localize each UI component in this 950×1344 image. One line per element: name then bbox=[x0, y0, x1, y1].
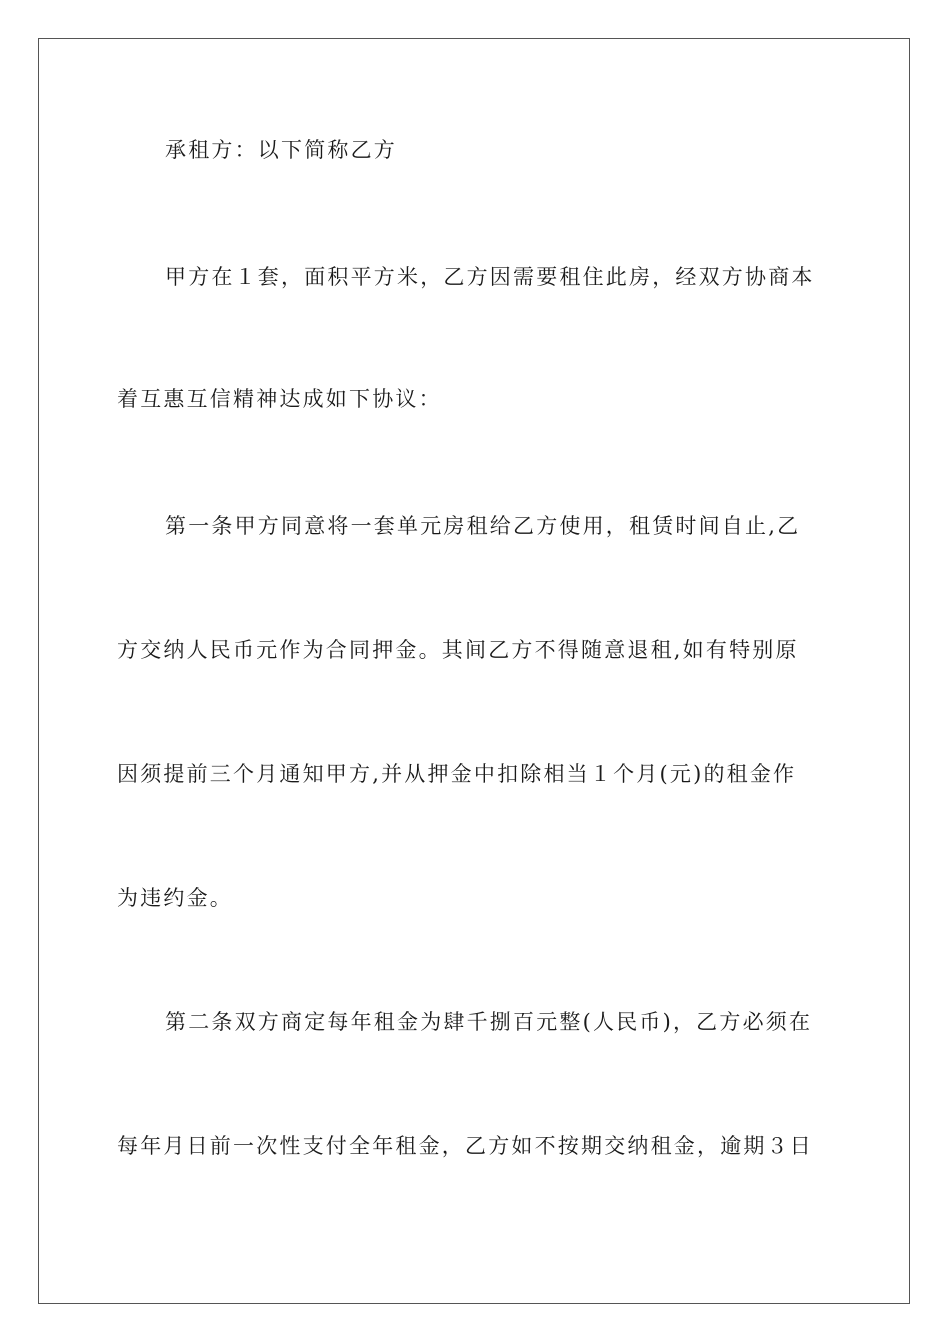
article-2-line-1: 第二条双方商定每年租金为肆千捌百元整(人民币)，乙方必须在 bbox=[165, 1010, 813, 1034]
paragraph-intro-line-1: 甲方在１套，面积平方米，乙方因需要租住此房，经双方协商本 bbox=[165, 265, 815, 289]
article-1-line-4: 为违约金。 bbox=[117, 886, 233, 910]
article-2-line-2: 每年月日前一次性支付全年租金，乙方如不按期交纳租金，逾期３日 bbox=[117, 1134, 813, 1158]
page-border bbox=[38, 38, 910, 1304]
article-1-line-3: 因须提前三个月通知甲方,并从押金中扣除相当１个月(元)的租金作 bbox=[117, 762, 797, 786]
article-1-line-1: 第一条甲方同意将一套单元房租给乙方使用，租赁时间自止,乙 bbox=[165, 514, 801, 538]
lessee-line: 承租方：以下简称乙方 bbox=[165, 138, 397, 162]
paragraph-intro-line-2: 着互惠互信精神达成如下协议： bbox=[117, 387, 442, 411]
article-1-line-2: 方交纳人民币元作为合同押金。其间乙方不得随意退租,如有特别原 bbox=[117, 638, 799, 662]
